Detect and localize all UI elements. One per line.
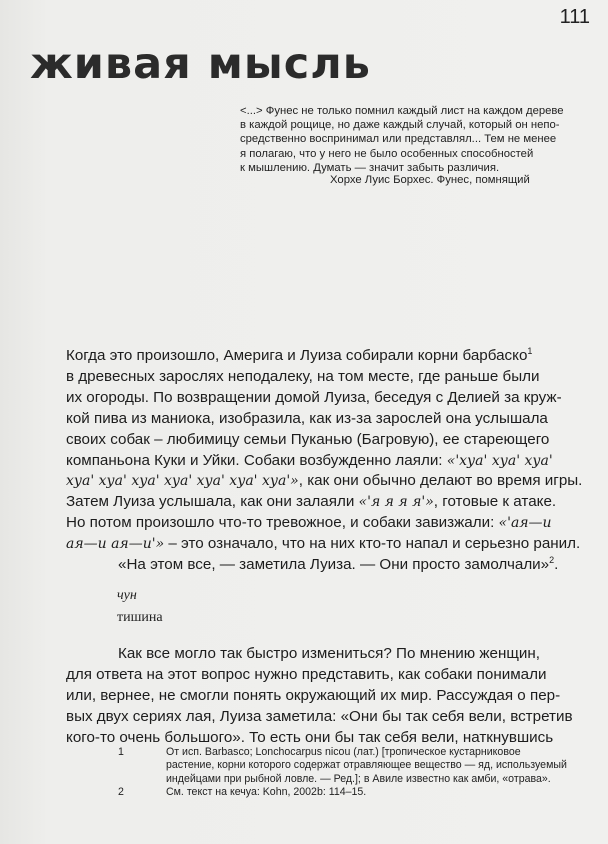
footnote-ref-1: 1 bbox=[527, 345, 533, 356]
text-run: Когда это произошло, Америга и Луиза собирали корни барбаско bbox=[66, 347, 528, 364]
epigraph-source: Хорхе Луис Борхес. Фунес, помнящий bbox=[330, 174, 530, 186]
epigraph-line: <...> Фунес не только помнил каждый лист на каждом дереве bbox=[240, 105, 564, 117]
dog-bark-transcription: «'я я я я'» bbox=[358, 494, 434, 511]
text-line: для ответа на этот вопрос нужно представить, как собаки понимали bbox=[66, 665, 547, 683]
footnote-line: От исп. Barbasco; Lonchocarpus nicou (лат.) [тропическое кустарниковое bbox=[166, 746, 521, 758]
epigraph-line: я полагаю, что у него не было особенных способностей bbox=[240, 147, 534, 160]
text-line bbox=[66, 555, 580, 576]
text-line: вых двух сериях лая, Луиза заметила: «Они бы так себя вели, встретив bbox=[66, 707, 573, 725]
epigraph-line: средственно воспринимал или представлял... Тем не менее bbox=[240, 133, 557, 146]
text-run: Но потом произошло что-то тревожное, и собаки завизжали: bbox=[66, 514, 499, 532]
dog-bark-transcription: «'ая—и bbox=[498, 515, 552, 532]
text-line bbox=[66, 513, 580, 534]
chapter-title: живая мысль bbox=[30, 39, 371, 89]
footnote-number: 1 bbox=[118, 746, 124, 758]
text-line: или, вернее, не смогли понять окружающий их мир. Рассуждая о пер- bbox=[66, 686, 561, 704]
quechua-gloss: тишина bbox=[117, 610, 163, 625]
footnotes bbox=[118, 746, 588, 800]
footnote-line: растение, корни которого содержат отравляющее вещество — яд, используемый bbox=[166, 759, 567, 772]
text-run: , как они обычно делают во время игры. bbox=[298, 472, 583, 490]
text-line: своих собак – любимицу семьи Пуканью (Багровую), ее стареющего bbox=[66, 430, 550, 448]
footnote-ref-2: 2 bbox=[549, 555, 555, 565]
text-line bbox=[66, 492, 580, 513]
footnote-1 bbox=[118, 746, 588, 786]
epigraph-line: в каждой рощице, но даже каждый случай, который он непо- bbox=[240, 119, 560, 132]
text-line: кой пива из маниока, изобразила, как из-за зарослей она услышала bbox=[66, 409, 548, 427]
text-run: , готовые к атаке. bbox=[433, 493, 557, 511]
text-line: в древесных зарослях неподалеку, на том месте, где раньше были bbox=[66, 367, 540, 385]
text-run: . bbox=[554, 556, 559, 574]
epigraph bbox=[240, 104, 580, 175]
footnote-number: 2 bbox=[118, 786, 124, 799]
dog-bark-transcription: хуа' хуа' хуа' хуа' хуа' хуа' хуа'» bbox=[66, 473, 299, 490]
paragraph-2 bbox=[66, 644, 580, 749]
epigraph-line: к мышлению. Думать — значит забыть различия. bbox=[240, 161, 500, 174]
text-line: Как все могло так быстро измениться? По мнению женщин, bbox=[118, 645, 540, 662]
text-run: – это означало, что на них кто-то напал и серьезно ранил. bbox=[164, 535, 581, 553]
footnote-line: индейцами при рыбной ловле. — Ред.]; в Авиле известно как амби, «отрава». bbox=[166, 772, 551, 785]
text-line bbox=[66, 534, 580, 555]
dog-bark-transcription: «'хуа' хуа' хуа' bbox=[446, 452, 553, 469]
text-line bbox=[66, 471, 583, 492]
dog-bark-transcription: ая—и ая—и'» bbox=[66, 536, 165, 553]
footnote-line: См. текст на кечуа: Kohn, 2002b: 114–15. bbox=[166, 786, 367, 799]
text-line bbox=[66, 346, 580, 367]
footnote-2 bbox=[118, 786, 588, 799]
quechua-word: чун bbox=[117, 588, 137, 603]
text-line: кого-то очень большого». То есть они бы так себя вели, наткнувшись bbox=[66, 728, 554, 746]
text-run: компаньона Куки и Уйки. Собаки возбужденно лаяли: bbox=[66, 451, 447, 469]
text-line: их огороды. По возвращении домой Луиза, беседуя с Делией за круж- bbox=[66, 388, 562, 406]
text-run: Затем Луиза услышала, как они залаяли bbox=[66, 493, 359, 511]
paragraph-1 bbox=[66, 345, 583, 576]
text-run: «На этом все, — заметила Луиза. — Они просто замолчали» bbox=[118, 556, 550, 574]
text-line bbox=[66, 451, 580, 472]
page-number: 111 bbox=[559, 6, 590, 28]
